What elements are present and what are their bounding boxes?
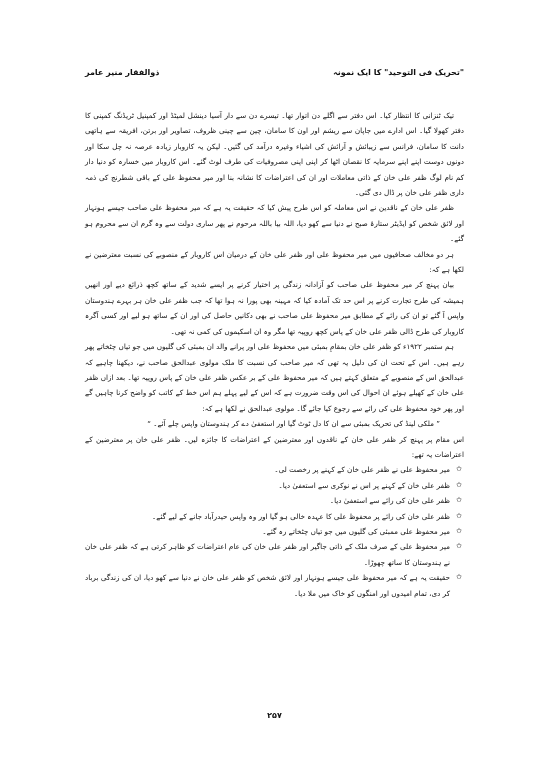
list-item-text: میر محفوظ علی ممبئی کی گلیوں میں جو تیاں چٹخاتے رہ گئے۔ — [262, 526, 450, 536]
list-item-text: ظفر علی خان کے کہنے پر اس نے نوکری سے استعفیٰ دیا۔ — [278, 480, 450, 490]
list-item — [85, 478, 464, 493]
star-icon: ✩ — [456, 496, 462, 505]
list-item-text: حقیقت یہ ہے کہ میر محفوظ علی جیسے ہونہار اور لائق شخص کو ظفر علی خان نے دنیا سے کھو دیا، ان کی زندگی برباد کر دی، تمام امیدوں اور امنگوں کو خاک میں ملا دیا۔ — [85, 573, 450, 598]
list-item-text: ظفر علی خان کی رائے پر محفوظ علی کا عہدہ خالی ہو گیا اور وہ واپس حیدرآباد جانے کے لیے گئے۔ — [152, 511, 450, 521]
star-icon: ✩ — [456, 511, 462, 520]
author-name: ذوالفقار منیر عامر — [85, 68, 160, 77]
running-title: "تحریک فی التوحید" کا ایک نمونہ — [333, 68, 464, 77]
paragraph: ظفر علی خان کے ناقدین نے اس معاملہ کو اس طرح پیش کیا کہ حقیقت یہ ہے کہ میر محفوظ علی صاحب جیسے ہونہار اور لائق شخص کو ایڈیٹر ستارۂ صبح نے دنیا سے کھو دیا، اللہ بیا باللہ مرحوم نے پھر ساری دولت سے وہ گرم ان سے محروم ہو گئے۔ — [85, 203, 464, 244]
star-icon: ✩ — [456, 573, 462, 582]
list-item — [85, 539, 464, 570]
star-icon: ✩ — [456, 465, 462, 474]
list-item — [85, 524, 464, 539]
list-item — [85, 509, 464, 524]
page-header — [85, 68, 464, 82]
star-icon: ✩ — [456, 526, 462, 535]
paragraph: ہر دو مخالف صحافیوں میں میر محفوظ علی اور ظفر علی خان کے درمیان اس کاروبار کے منصوبے کی نسبت معترضین نے لکھا ہے کہ: — [85, 249, 464, 275]
list-item-text: ظفر علی خان کی رائے سے استعفیٰ دیا۔ — [329, 496, 450, 506]
list-item — [85, 493, 464, 508]
star-icon: ✩ — [456, 480, 462, 489]
objections-list — [85, 462, 464, 601]
paragraph: تیک ٹنزانی کا انتظار کیا۔ اس دفتر سے اگلے دن اتوار تھا۔ تیسرے دن سے دار آسیا دینشل لمیٹڈ اور کمپنیل ٹریڈنگ کمپنی کا دفتر کھولا گیا۔ اس ادارے میں جاپان سے ریشم اور اون کا سامان، چین سے چینی ظروف، تصاویر اور برتن، افریقہ سے ہاتھی دانت کا سامان، فرانس سے زیبائش و آرائش کی اشیاء وغیرہ درآمد کی گئیں۔ لیکن یہ کاروبار زیادہ عرصہ نہ چل سکا اور دونوں دوست اپنے اپنے سرمایہ کا نقصان اٹھا کر اپنی اپنی مصروفیات کی طرف لوٹ گئے۔ اس کاروبار میں خسارہ کو دنیا دار کم نام لوگ ظفر علی خان کے ذاتی معاملات اور ان کی اعتراضات کا نشانہ بنا اور میر محفوظ علی کے باقی شطرنج کی ذمہ داری ظفر علی خان پر ڈال دی گئی۔ — [85, 111, 464, 198]
list-item-text: میر محفوظ علی کے صرف ملک کے ذاتی جاگیر اور ظفر علی خان کی عام اعتراضات کو ظاہر کرتی ہے کہ ظفر علی خان نے ہندوستان کا ساتھ چھوڑا۔ — [85, 542, 450, 567]
page-number: ۲۵۷ — [267, 711, 282, 720]
body-text — [85, 108, 464, 601]
paragraph: ہم ستمبر ۱۹۲۲ء کو ظفر علی خان بمقامِ بمبئی میں محفوظ علی اور پرانے والد ان بمبئی کی گلیوں میں جو تیاں چٹخاتے پھر رہے ہیں۔ اس کے تحت ان کی دلیل یہ تھی کہ میر صاحب کی نسبت کا ملک مولوی عبدالحق صاحب نے، دیکھنا چاہیے کہ عبدالحق اس کے منصوبے کے متعلق کہتے ہیں کہ میر محفوظ علی کے بر عکس ظفر علی خان کے پاس روپیہ تھا۔ بعد ازاں ظفر علی خان کے کھیلے ہوئے ان احوال کی اس وقت ضرورت ہے کہ اس کے لیے پہلے ہم اس خط کے کاتب کو واضح کرنا چاہیں گے اور پھر خود محفوظ علی کی رائے سے رجوع کیا جائے گا۔ مولوی عبدالحق نے لکھا ہے کہ: — [85, 342, 464, 413]
paragraph: بیان پہنچ کر میر محفوظ علی صاحب کو آزادانہ زندگی پر اختیار کرنے پر ایسے شدید کے ساتھ کچھ ذرائع دیے اور انھیں ہمیشہ کی طرح تجارت کرنے پر اس حد تک آمادہ کیا کہ مہینہ بھی پورا نہ ہوا تھا کہ جب ظفر علی خان ہر بہرے ہندوستان واپس آ گئے تو ان کی رائے کے مطابق میر محفوظ علی صاحب نے بھی دکانیں حاصل کی اور ان کے ساتھ ہو لیے اور کسی آگرہ کاروبار کی طرح ڈالی ظفر علی خان کے پاس کچھ روپیہ تھا مگر وہ ان اسکیموں کی کمی نہ تھی۔ — [85, 280, 464, 336]
paragraph: اس مقام پر پہنچ کر ظفر علی خان کے ناقدوں اور معترضین کے اعتراضات کا جائزہ لیں۔ ظفر علی خان پر معترضین کے اعتراضات یہ تھے: — [85, 434, 464, 459]
block-quote: ” ملکی لینڈ کی تحریک بمبئی سے ان کا دل ٹوٹ گیا اور استعفیٰ دے کر ہندوستان واپس چلے آئے۔ “ — [147, 419, 440, 429]
star-icon: ✩ — [456, 542, 462, 551]
list-item-text: میر محفوظ علی نے ظفر علی خان کے کہنے پر رخصت لی۔ — [274, 465, 450, 475]
list-item — [85, 570, 464, 601]
list-item — [85, 462, 464, 477]
